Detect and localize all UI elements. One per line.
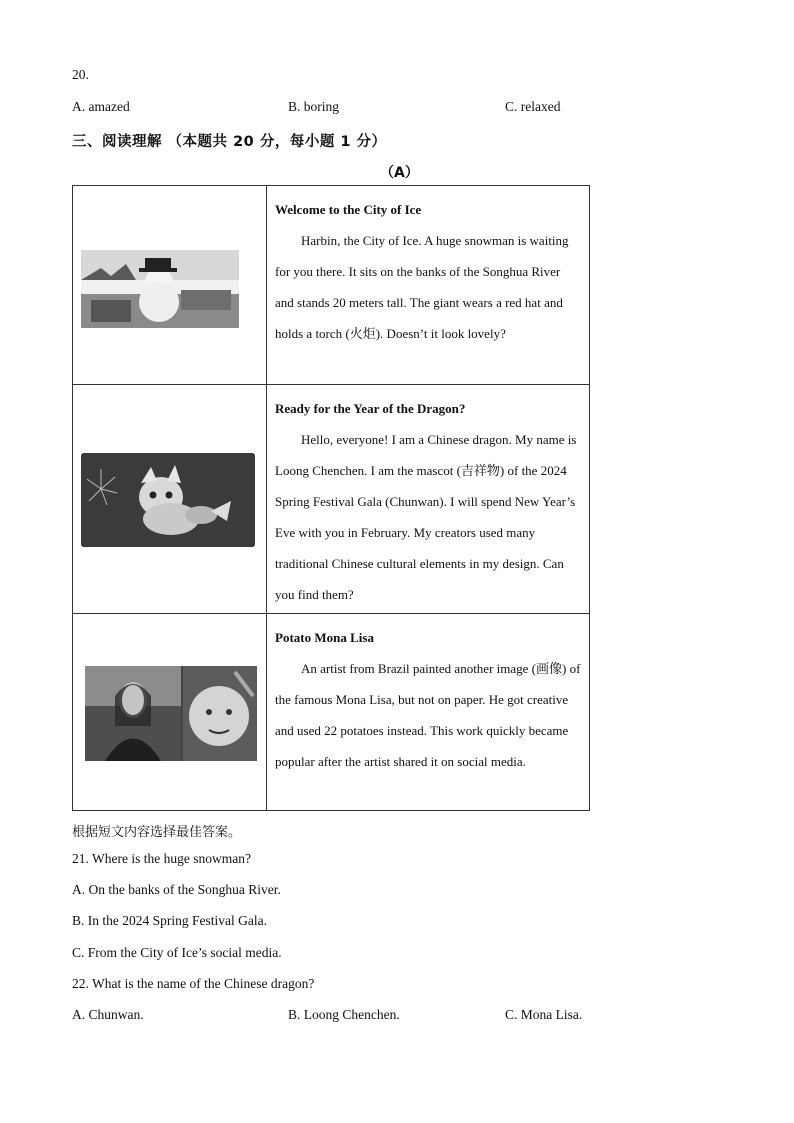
question-21: 21. Where is the huge snowman?: [72, 851, 251, 866]
passage-table: [72, 185, 590, 811]
passage-text-cell: [267, 614, 590, 811]
passage-title: Welcome to the City of Ice: [275, 202, 422, 217]
passage-image-cell: [73, 614, 267, 811]
q20-option-a: A. amazed: [72, 99, 130, 114]
q22-option-b: B. Loong Chenchen.: [288, 1007, 400, 1022]
question-20-number: 20.: [72, 67, 89, 82]
mona-lisa-photo: [85, 666, 257, 761]
part-label: （A）: [380, 165, 419, 181]
passage-image-cell: [73, 186, 267, 385]
q21-option-a: A. On the banks of the Songhua River.: [72, 882, 281, 897]
section-heading: 三、阅读理解 （本题共 20 分，每小题 1 分）: [72, 134, 387, 150]
passage-body: Harbin, the City of Ice. A huge snowman is waiting for you there. It sits on the banks of the Songhua River and stands 20 meters tall. The giant wears a red hat and holds a torch (火炬). Doesn’t it look lovely?: [275, 233, 569, 341]
passage-title: Potato Mona Lisa: [275, 630, 374, 645]
passage-row: [73, 614, 590, 811]
dragon-mascot-photo: [81, 453, 255, 547]
q20-option-c: C. relaxed: [505, 99, 561, 114]
q22-option-c: C. Mona Lisa.: [505, 1007, 583, 1022]
passage-body: Hello, everyone! I am a Chinese dragon. My name is Loong Chenchen. I am the mascot (吉祥物) of the 2024 Spring Festival Gala (Chunwan). I will spend New Year’s Eve with you in February. My creators used many traditional Chinese cultural elements in my design. Can you find them?: [275, 432, 577, 602]
q21-option-c: C. From the City of Ice’s social media.: [72, 945, 282, 960]
passage-text-cell: [267, 186, 590, 385]
passage-title: Ready for the Year of the Dragon?: [275, 401, 466, 416]
passage-body: An artist from Brazil painted another image (画像) of the famous Mona Lisa, but not on paper. He got creative and used 22 potatoes instead. This work quickly became popular after the artist shared it on social media.: [275, 661, 581, 769]
passage-image-cell: [73, 385, 267, 614]
passage-row: [73, 186, 590, 385]
passage-row: [73, 385, 590, 614]
q21-option-b: B. In the 2024 Spring Festival Gala.: [72, 913, 267, 928]
passage-text-cell: [267, 385, 590, 614]
q20-option-b: B. boring: [288, 99, 340, 114]
instruction-text: 根据短文内容选择最佳答案。: [72, 825, 242, 840]
snowman-photo: [81, 250, 239, 328]
question-22: 22. What is the name of the Chinese dragon?: [72, 976, 315, 991]
q22-option-a: A. Chunwan.: [72, 1007, 144, 1022]
